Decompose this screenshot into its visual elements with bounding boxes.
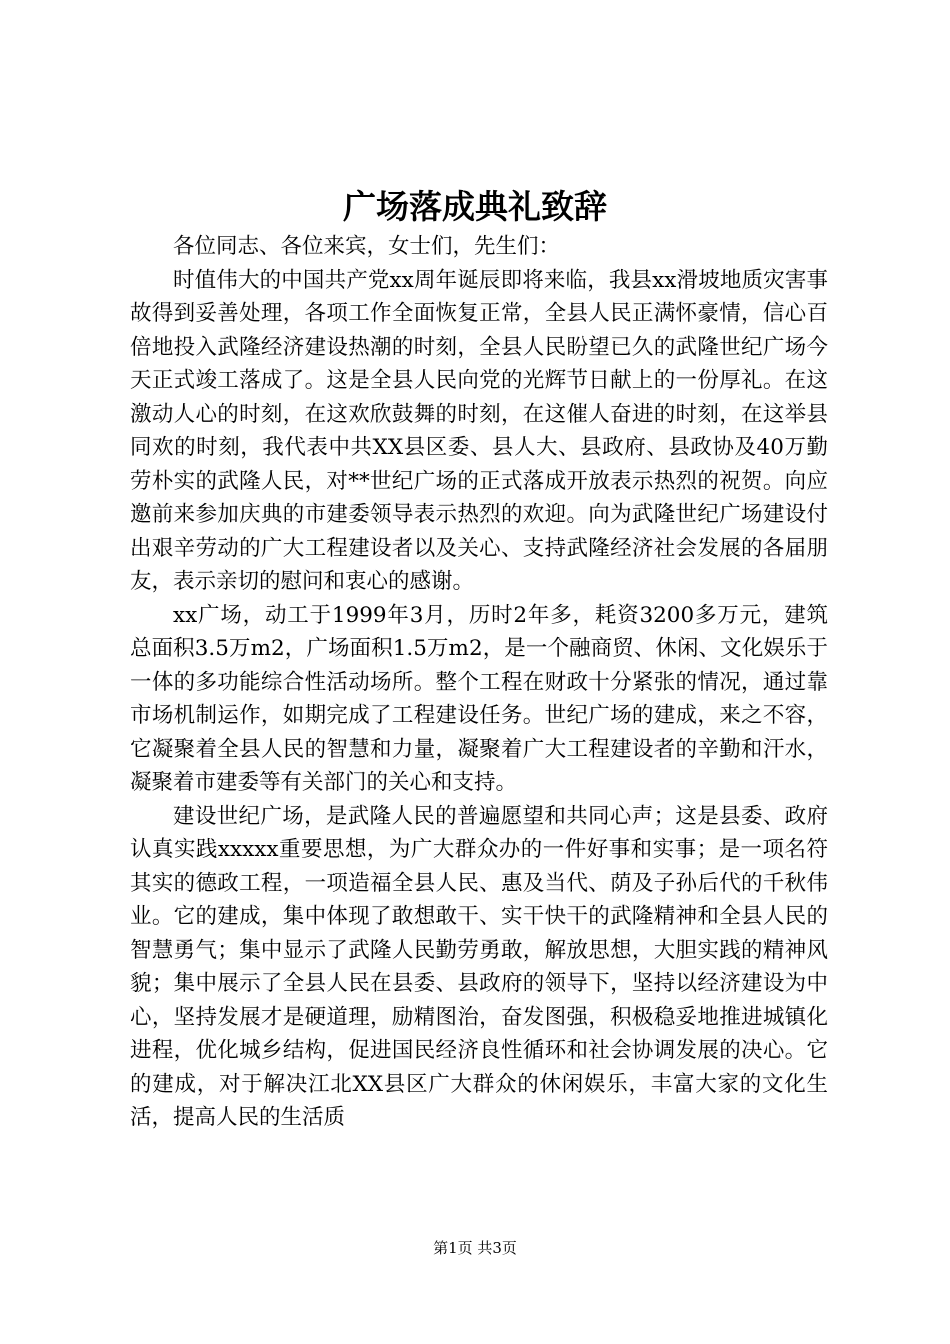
document-body [130,230,828,1135]
body-paragraph: 建设世纪广场，是武隆人民的普遍愿望和共同心声；这是县委、政府认真实践xxxxx重要思想，为广大群众办的一件好事和实事；是一项名符其实的德政工程，一项造福全县人民、惠及当代、荫及子孙后代的千秋伟业。它的建成，集中体现了敢想敢干、实干快干的武隆精神和全县人民的智慧勇气；集中显示了武隆人民勤劳勇敢，解放思想，大胆实践的精神风貌；集中展示了全县人民在县委、县政府的领导下，坚持以经济建设为中心，坚持发展才是硬道理，励精图治，奋发图强，积极稳妥地推进城镇化进程，优化城乡结构，促进国民经济良性循环和社会协调发展的决心。它的建成，对于解决江北XX县区广大群众的休闲娱乐，丰富大家的文化生活，提高人民的生活质 [130,803,828,1130]
body-paragraph: xx广场，动工于1999年3月，历时2年多，耗资3200多万元，建筑总面积3.5万m2，广场面积1.5万m2，是一个融商贸、休闲、文化娱乐于一体的多功能综合性活动场所。整个工程在财政十分紧张的情况，通过靠市场机制运作，如期完成了工程建设任务。世纪广场的建成，来之不容，它凝聚着全县人民的智慧和力量，凝聚着广大工程建设者的辛勤和汗水，凝聚着市建委等有关部门的关心和支持。 [130,602,828,795]
salutation-paragraph: 各位同志、各位来宾，女士们，先生们： [173,234,561,259]
body-paragraph: 时值伟大的中国共产党xx周年诞辰即将来临，我县xx滑坡地质灾害事故得到妥善处理，各项工作全面恢复正常，全县人民正满怀豪情，信心百倍地投入武隆经济建设热潮的时刻，全县人民盼望已久的武隆世纪广场今天正式竣工落成了。这是全县人民向党的光辉节日献上的一份厚礼。在这激动人心的时刻，在这欢欣鼓舞的时刻，在这催人奋进的时刻，在这举县同欢的时刻，我代表中共XX县区委、县人大、县政府、县政协及40万勤劳朴实的武隆人民，对**世纪广场的正式落成开放表示热烈的祝贺。向应邀前来参加庆典的市建委领导表示热烈的欢迎。向为武隆世纪广场建设付出艰辛劳动的广大工程建设者以及关心、支持武隆经济社会发展的各届朋友，表示亲切的慰问和衷心的感谢。 [130,267,828,594]
document-title: 广场落成典礼致辞 [343,187,607,226]
page-number-footer: 第1页 共3页 [433,1239,517,1257]
